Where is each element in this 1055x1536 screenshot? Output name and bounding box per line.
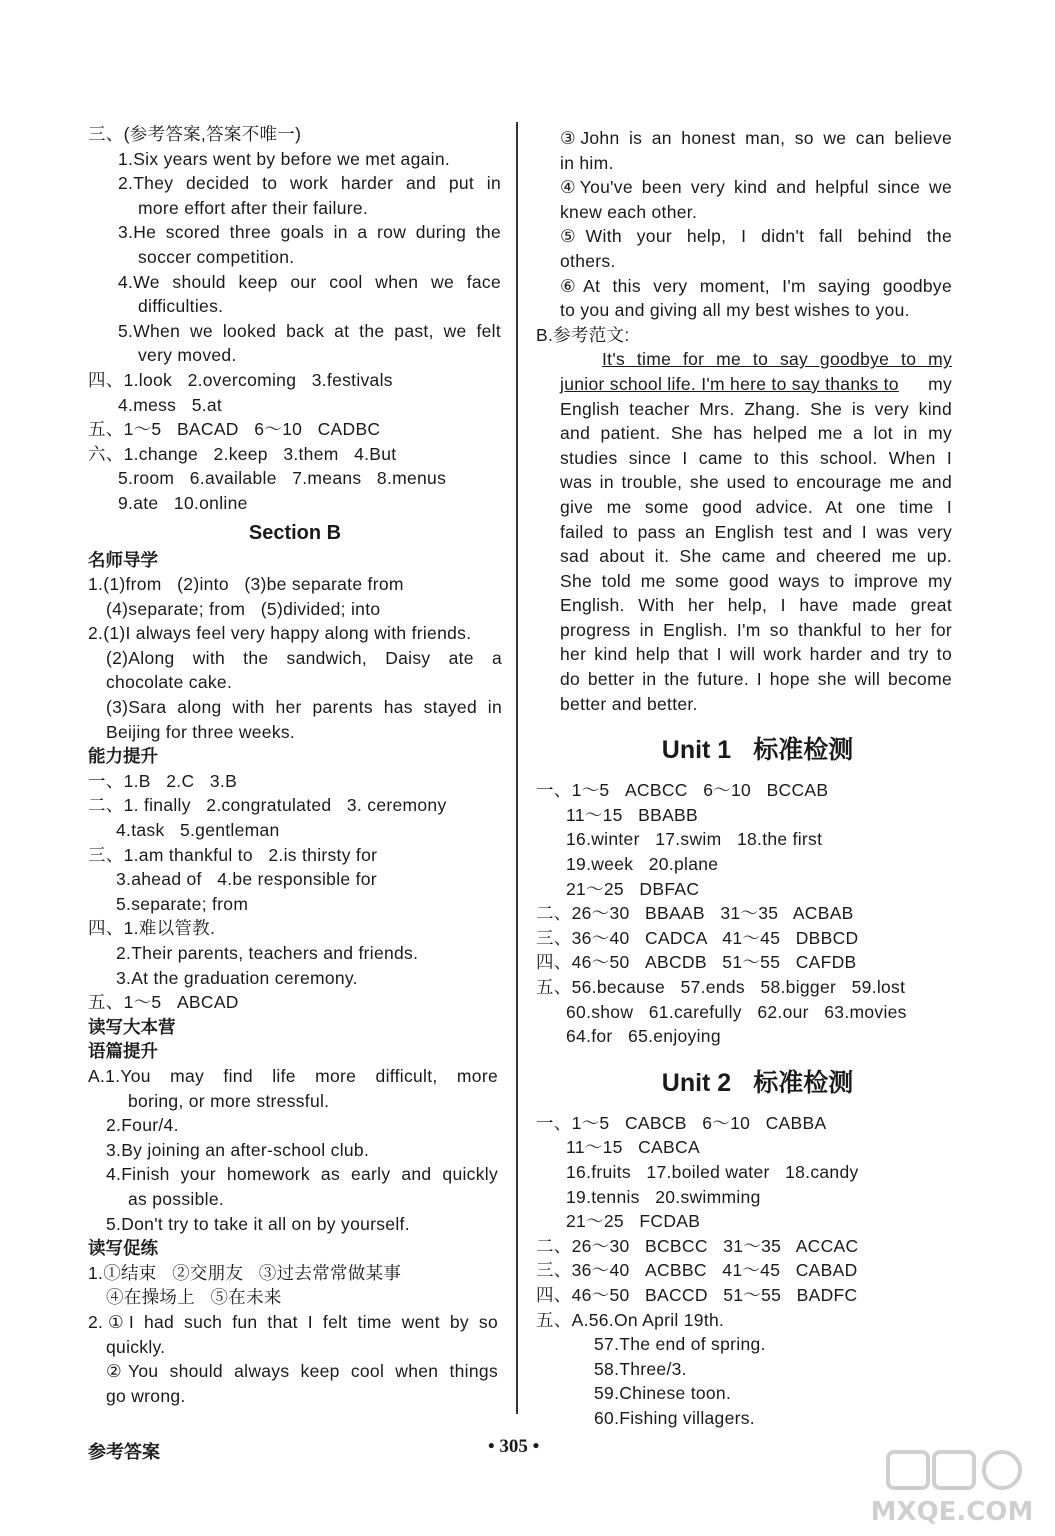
cont-line: others. bbox=[560, 250, 616, 271]
cj1-line: ④在操场上 ⑤在未来 bbox=[106, 1287, 282, 1308]
ypA-line: as possible. bbox=[128, 1188, 225, 1209]
ms1-line: (4)separate; from (5)divided; into bbox=[106, 598, 381, 619]
list-item: 3.He scored three goals in a row during the bbox=[118, 222, 501, 243]
ypA-line: 5.Don't try to take it all on by yourself. bbox=[106, 1213, 410, 1234]
ypA-line: 3.By joining an after-school club. bbox=[106, 1139, 370, 1160]
essay-line: sad about it. She came and cheered me up. bbox=[560, 546, 952, 567]
essay-line: failed to pass an English test and I was very bbox=[560, 521, 952, 542]
watermark-graphic bbox=[868, 1450, 1036, 1528]
answer-line: 一、1～5 CABCB 6～10 CABBA bbox=[536, 1112, 827, 1133]
answer-line: 19.tennis 20.swimming bbox=[566, 1186, 761, 1207]
answer-line: 二、26～30 BBAAB 31～35 ACBAB bbox=[536, 903, 854, 924]
nl2-line: 4.task 5.gentleman bbox=[116, 820, 280, 841]
column-divider bbox=[516, 122, 518, 1414]
part6-line: 5.room 6.available 7.means 8.menus bbox=[118, 468, 447, 489]
essay-line: and patient. She has helped me a lot in my bbox=[560, 423, 952, 444]
unit1-title: Unit 1 bbox=[661, 736, 732, 765]
right-column bbox=[536, 126, 955, 1431]
ms2-line: chocolate cake. bbox=[106, 672, 233, 693]
answer-line: 三、36～40 CADCA 41～45 DBBCD bbox=[536, 927, 859, 948]
ypA-line: A.1.You may find life more difficult, more bbox=[88, 1065, 498, 1086]
answer-line: 16.fruits 17.boiled water 18.candy bbox=[566, 1161, 859, 1182]
essay-underlined-line: It's time for me to say goodbye to my bbox=[602, 349, 952, 370]
answer-line: 11～15 BBABB bbox=[566, 804, 698, 825]
unit2-cn-title: 标准检测 bbox=[753, 1068, 854, 1097]
unit1-cn-title: 标准检测 bbox=[753, 736, 854, 765]
answer-line: 59.Chinese toon. bbox=[594, 1383, 732, 1404]
cj2-line: ②You should always keep cool when things bbox=[106, 1361, 498, 1382]
list-item: 4.We should keep our cool when we face bbox=[118, 271, 501, 292]
essay-line: give me some good advice. At one time I bbox=[560, 496, 952, 517]
list-item: 1.Six years went by before we met again. bbox=[118, 148, 451, 169]
ms1-line: 1.(1)from (2)into (3)be separate from bbox=[88, 574, 404, 595]
answer-line: 五、A.56.On April 19th. bbox=[536, 1309, 725, 1330]
nl5-line: 五、1～5 ABCAD bbox=[88, 992, 239, 1013]
answer-line: 一、1～5 ACBCC 6～10 BCCAB bbox=[536, 780, 829, 801]
ms2-line: 2.(1)I always feel very happy along with friends. bbox=[88, 623, 472, 644]
answer-line: 64.for 65.enjoying bbox=[566, 1026, 721, 1047]
cj2-line: 2.①I had such fun that I felt time went by so bbox=[88, 1311, 498, 1332]
duxie-heading: 读写大本营 bbox=[88, 1016, 176, 1037]
essay-line: better and better. bbox=[560, 693, 698, 714]
list-item-cont: soccer competition. bbox=[138, 246, 295, 267]
part6-line: 9.ate 10.online bbox=[118, 492, 248, 513]
ms2-line: (2)Along with the sandwich, Daisy ate a bbox=[106, 647, 502, 668]
essay-tail: my bbox=[922, 373, 952, 394]
answer-line: 19.week 20.plane bbox=[566, 854, 719, 875]
cont-line: knew each other. bbox=[560, 201, 698, 222]
part4-line: 4.mess 5.at bbox=[118, 394, 223, 415]
left-column bbox=[88, 122, 502, 1408]
nl1-line: 一、1.B 2.C 3.B bbox=[88, 770, 238, 791]
answer-line: 21～25 FCDAB bbox=[566, 1211, 701, 1232]
watermark-text: MXQE.COM bbox=[870, 1497, 1034, 1527]
nl3-line: 5.separate; from bbox=[116, 893, 249, 914]
part6-line: 六、1.change 2.keep 3.them 4.But bbox=[88, 443, 397, 464]
answer-line: 16.winter 17.swim 18.the first bbox=[566, 829, 823, 850]
list-item-cont: difficulties. bbox=[138, 296, 224, 317]
essay-line: English teacher Mrs. Zhang. She is very kind bbox=[560, 398, 952, 419]
answer-line: 60.show 61.carefully 62.our 63.movies bbox=[566, 1001, 907, 1022]
cont-line: in him. bbox=[560, 152, 614, 173]
part4-line: 四、1.look 2.overcoming 3.festivals bbox=[88, 369, 393, 390]
list-item-cont: very moved. bbox=[138, 345, 237, 366]
essay-line: studies since I came to this school. When I bbox=[560, 447, 952, 468]
answer-line: 21～25 DBFAC bbox=[566, 878, 700, 899]
part5-line: 五、1～5 BACAD 6～10 CADBC bbox=[88, 419, 381, 440]
watermark-logo bbox=[868, 1450, 1036, 1528]
ypA-line: 2.Four/4. bbox=[106, 1115, 179, 1136]
answer-line: 五、56.because 57.ends 58.bigger 59.lost bbox=[536, 977, 906, 997]
list-item: 5.When we looked back at the past, we felt bbox=[118, 320, 501, 341]
cj2-line: go wrong. bbox=[106, 1385, 186, 1406]
essay-line: progress in English. I'm so thankful to her for bbox=[560, 619, 952, 640]
answer-line: 三、36～40 ACBBC 41～45 CABAD bbox=[536, 1260, 858, 1281]
essay-underlined-line-2 bbox=[560, 372, 952, 397]
nl4-line: 2.Their parents, teachers and friends. bbox=[116, 943, 419, 963]
cont-line: ⑤With your help, I didn't fall behind the bbox=[560, 226, 952, 247]
nl4-line: 四、1.难以管教. bbox=[88, 918, 216, 939]
cont-line: ③John is an honest man, so we can believe bbox=[560, 128, 952, 148]
ms2-line: (3)Sara along with her parents has stayed in bbox=[106, 697, 502, 718]
essay-line: her kind help that I will work harder and try to bbox=[560, 644, 952, 665]
ypA-line: 4.Finish your homework as early and quickly bbox=[106, 1164, 498, 1185]
section-b-heading: Section B bbox=[248, 521, 342, 544]
essay-line: English. With her help, I have made great bbox=[560, 595, 952, 616]
essay-line: do better in the future. I hope she will become bbox=[560, 669, 952, 690]
ms2-line: Beijing for three weeks. bbox=[106, 721, 296, 742]
cont-line: ⑥At this very moment, I'm saying goodbye bbox=[560, 275, 952, 296]
unit2-answers bbox=[536, 1111, 955, 1431]
essay-underlined-text: junior school life. I'm here to say thanks to bbox=[560, 373, 899, 394]
cj2-line: quickly. bbox=[106, 1336, 166, 1357]
cont-line: to you and giving all my best wishes to you. bbox=[560, 300, 910, 321]
unit1-heading bbox=[560, 730, 955, 770]
cujin-heading: 读写促练 bbox=[88, 1238, 158, 1259]
footer-label: 参考答案 bbox=[88, 1442, 160, 1463]
unit2-heading bbox=[560, 1063, 955, 1103]
cj1-line: 1.①结束 ②交朋友 ③过去常常做某事 bbox=[88, 1262, 402, 1283]
yupian-heading: 语篇提升 bbox=[88, 1041, 158, 1062]
mingshi-heading: 名师导学 bbox=[88, 549, 158, 570]
essay-line: was in trouble, she used to encourage me and bbox=[560, 472, 952, 493]
unit2-title: Unit 2 bbox=[661, 1068, 732, 1097]
list-item-cont: more effort after their failure. bbox=[138, 197, 369, 218]
unit1-answers bbox=[536, 778, 955, 1049]
nengli-heading: 能力提升 bbox=[88, 746, 158, 767]
nl3-line: 三、1.am thankful to 2.is thirsty for bbox=[88, 844, 378, 865]
nl4-line: 3.At the graduation ceremony. bbox=[116, 967, 358, 988]
answer-line: 11～15 CABCA bbox=[566, 1137, 700, 1158]
list-item: 2.They decided to work harder and put in bbox=[118, 173, 501, 194]
answer-line: 四、46～50 BACCD 51～55 BADFC bbox=[536, 1284, 858, 1305]
nl2-line: 二、1. finally 2.congratulated 3. ceremony bbox=[88, 795, 447, 816]
nl3-line: 3.ahead of 4.be responsible for bbox=[116, 869, 377, 890]
answer-line: 58.Three/3. bbox=[594, 1358, 687, 1379]
page-number: • 305 • bbox=[488, 1436, 540, 1457]
answer-line: 四、46～50 ABCDB 51～55 CAFDB bbox=[536, 952, 857, 973]
fanwen-label: B.参考范文: bbox=[536, 324, 630, 345]
part3-header: 三、(参考答案,答案不唯一) bbox=[88, 124, 302, 144]
answer-line: 60.Fishing villagers. bbox=[594, 1407, 755, 1428]
essay-line: She told me some good ways to improve my bbox=[560, 570, 952, 591]
cont-line: ④You've been very kind and helpful since we bbox=[560, 177, 952, 198]
part3-list bbox=[88, 147, 502, 368]
ypA-line: boring, or more stressful. bbox=[128, 1090, 330, 1111]
answer-line: 57.The end of spring. bbox=[594, 1334, 766, 1355]
answer-line: 二、26～30 BCBCC 31～35 ACCAC bbox=[536, 1235, 859, 1256]
